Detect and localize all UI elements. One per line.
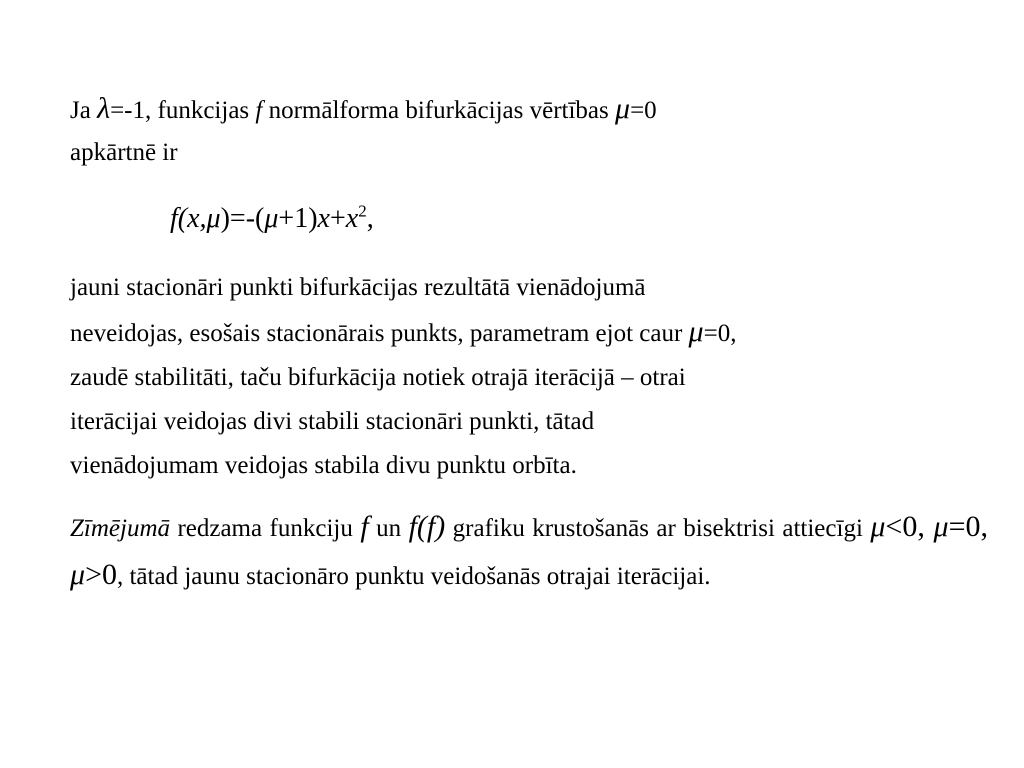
text-normalforma: normālforma bifurkācijas vērtības — [262, 97, 615, 124]
text-grafiku: grafiku krustošanās ar bisektrisi attiecīgi — [445, 515, 871, 542]
text-ja: Ja — [70, 97, 98, 124]
text-less-zero: <0, — [885, 510, 934, 543]
text-tatad: , tātad jaunu stacionāro punktu veidošanās otrajai iterācijai. — [116, 563, 711, 590]
mu-symbol: μ — [933, 510, 949, 543]
text-eq-zero: =0, — [948, 510, 989, 543]
explanation-paragraph — [70, 266, 988, 488]
explanation-line-2: neveidojas, esošais stacionārais punkts, parametram ejot caur — [70, 320, 689, 347]
eq-mu-2: μ — [264, 203, 279, 234]
explanation-line-3: zaudē stabilitāti, taču bifurkācija notiek otrajā iterācijā – otrai — [70, 364, 686, 391]
explanation-line-5: vienādojumam veidojas stabila divu punktu orbīta. — [70, 452, 577, 479]
normal-form-equation — [170, 198, 374, 240]
mu-symbol: μ — [688, 315, 704, 348]
mu-symbol: μ — [70, 558, 86, 591]
text-funkcijas: =-1, funkcijas — [110, 97, 256, 124]
f-symbol: f — [255, 97, 263, 124]
lambda-symbol: λ — [97, 92, 111, 125]
mu-symbol: μ — [870, 510, 886, 543]
explanation-line-1: jauni stacionāri punkti bifurkācijas rezultātā vienādojumā — [70, 274, 646, 301]
text-redzama: redzama funkciju — [170, 515, 361, 542]
explanation-line-2-end: =0, — [703, 320, 737, 347]
eq-exponent: 2 — [358, 201, 367, 221]
text-mu-zero: =0 — [630, 97, 657, 124]
intro-paragraph — [70, 88, 988, 174]
eq-comma: , — [366, 203, 374, 234]
eq-mu-1: μ — [206, 203, 221, 234]
mu-symbol: μ — [615, 92, 631, 125]
eq-plus: + — [329, 203, 346, 234]
f-symbol: f — [360, 510, 369, 543]
eq-x-1: x — [317, 203, 330, 234]
text-apkartne: apkārtnē ir — [70, 139, 178, 166]
text-greater-zero: >0 — [85, 558, 117, 591]
text-zimejuma: Zīmējumā — [70, 515, 170, 542]
eq-x-2: x — [345, 203, 359, 234]
text-un: un — [368, 515, 409, 542]
eq-mid-1: )=-( — [220, 203, 265, 234]
eq-lhs: f(x, — [170, 203, 207, 234]
eq-mid-2: +1) — [278, 203, 318, 234]
figure-paragraph — [70, 504, 988, 600]
ff-symbol: f(f) — [408, 510, 446, 543]
explanation-line-4: iterācijai veidojas divi stabili stacionāri punkti, tātad — [70, 408, 595, 435]
